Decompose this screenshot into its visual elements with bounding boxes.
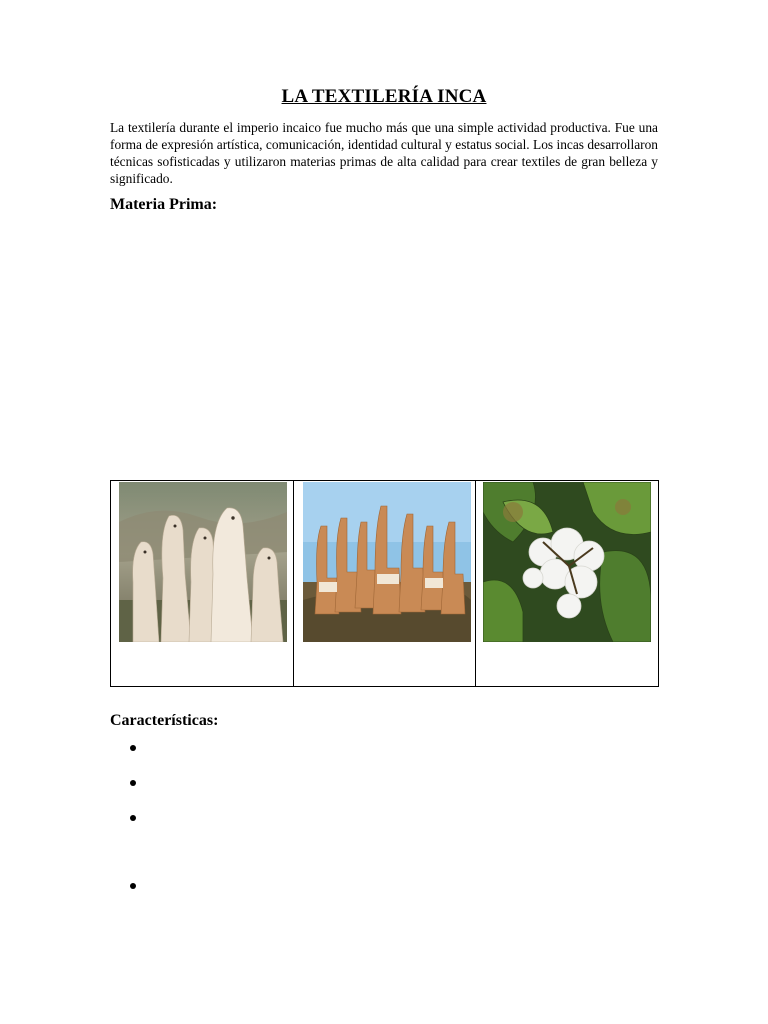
intro-paragraph: La textilería durante el imperio incaico fue mucho más que una simple actividad productiva. Fue una forma de expresión artística, comunicación, identidad cultural y estatus social. Los incas desarrollaron técnicas sofisticadas y utilizaron materias primas de alta calidad para crear textiles de gran belleza y significado.: [110, 120, 658, 186]
alpacas-image: [119, 482, 287, 642]
bullet-icon: [130, 780, 136, 786]
section-heading-caracteristicas: Características:: [110, 712, 219, 729]
material-cell-vicuna: [293, 481, 476, 687]
vicunas-image: [303, 482, 471, 642]
material-cell-alpaca: [111, 481, 294, 687]
document-title: LA TEXTILERÍA INCA: [281, 86, 487, 107]
cotton-image: [483, 482, 651, 642]
materials-table: [110, 480, 659, 687]
bullet-icon: [130, 745, 136, 751]
material-cell-cotton: [476, 481, 659, 687]
bullet-icon: [130, 815, 136, 821]
bullet-icon: [130, 883, 136, 889]
section-heading-materia-prima: Materia Prima:: [110, 196, 218, 213]
